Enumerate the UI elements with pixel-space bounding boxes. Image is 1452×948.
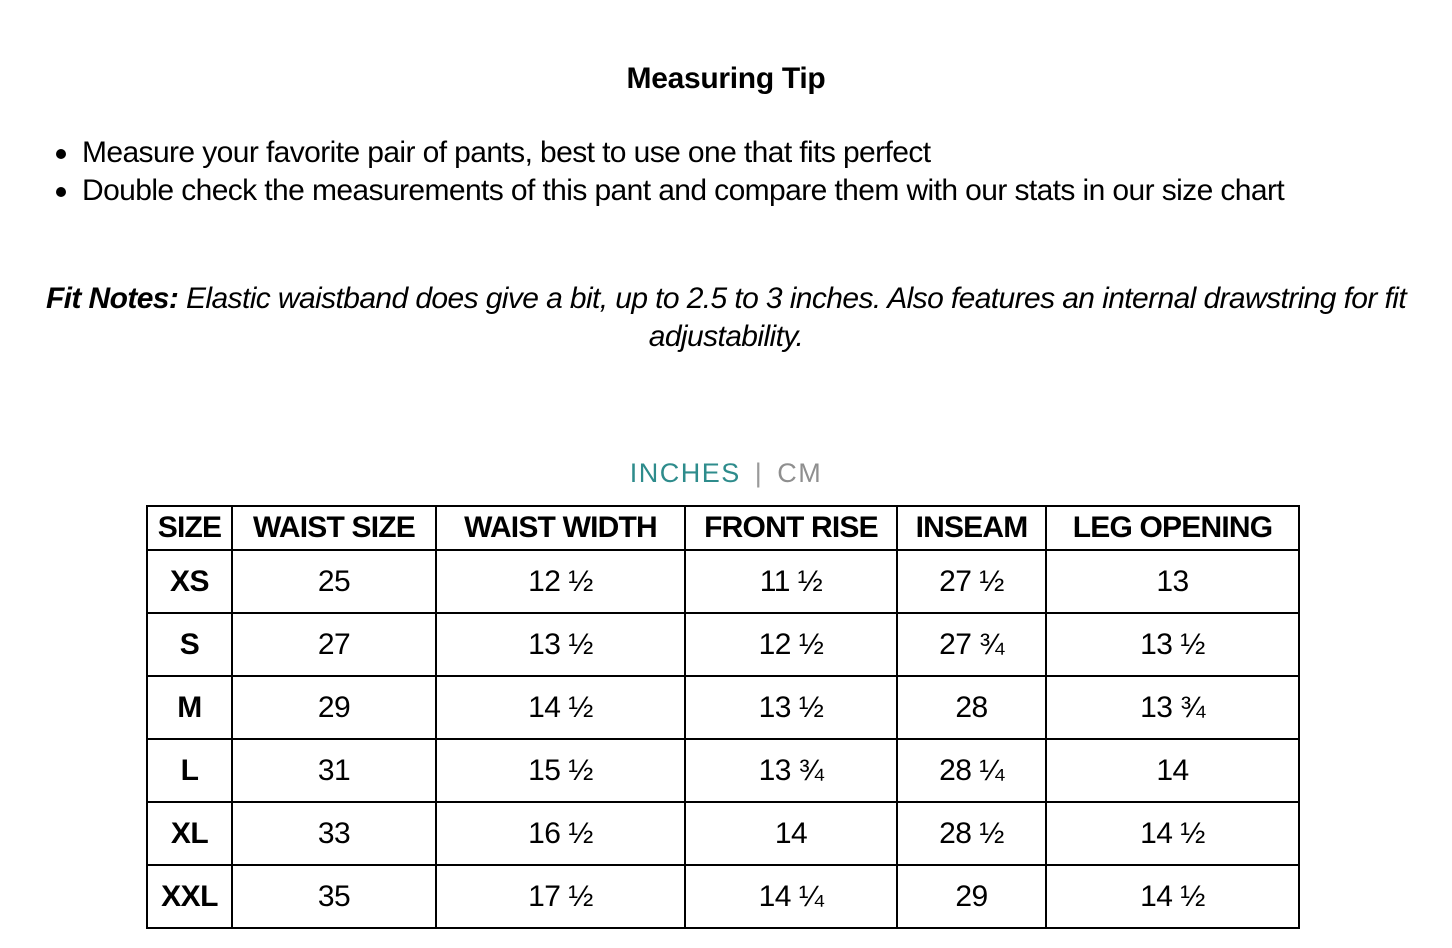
unit-separator: | — [754, 458, 764, 488]
table-header-row — [147, 506, 1299, 550]
size-cell: XXL — [147, 865, 232, 928]
unit-cm-tab[interactable]: CM — [777, 458, 823, 488]
table-row — [147, 802, 1299, 865]
waist-width-cell: 15 ½ — [436, 739, 685, 802]
column-header-front-rise: FRONT RISE — [685, 506, 897, 550]
column-header-leg-opening: LEG OPENING — [1046, 506, 1299, 550]
list-item — [82, 134, 1284, 172]
fit-notes — [14, 280, 1438, 356]
fit-notes-text: Elastic waistband does give a bit, up to 2.5 to 3 inches. Also features an internal drawstring for fit adjustability. — [178, 282, 1407, 353]
size-chart-table — [146, 505, 1300, 929]
waist-width-cell: 12 ½ — [436, 550, 685, 613]
column-header-waist-width: WAIST WIDTH — [436, 506, 685, 550]
waist-size-cell: 35 — [232, 865, 436, 928]
table-row — [147, 676, 1299, 739]
tip-text: Double check the measurements of this pant and compare them with our stats in our size chart — [82, 174, 1285, 207]
waist-size-cell: 33 — [232, 802, 436, 865]
inseam-cell: 28 — [897, 676, 1046, 739]
front-rise-cell: 14 — [685, 802, 897, 865]
waist-size-cell: 25 — [232, 550, 436, 613]
waist-width-cell: 13 ½ — [436, 613, 685, 676]
front-rise-cell: 12 ½ — [685, 613, 897, 676]
inseam-cell: 27 ¾ — [897, 613, 1046, 676]
leg-opening-cell: 14 — [1046, 739, 1299, 802]
waist-width-cell: 14 ½ — [436, 676, 685, 739]
inseam-cell: 27 ½ — [897, 550, 1046, 613]
tip-text: Measure your favorite pair of pants, best to use one that fits perfect — [82, 136, 931, 169]
waist-width-cell: 17 ½ — [436, 865, 685, 928]
unit-toggle — [0, 458, 1452, 489]
waist-size-cell: 27 — [232, 613, 436, 676]
inseam-cell: 29 — [897, 865, 1046, 928]
leg-opening-cell: 13 — [1046, 550, 1299, 613]
front-rise-cell: 11 ½ — [685, 550, 897, 613]
size-cell: L — [147, 739, 232, 802]
waist-width-cell: 16 ½ — [436, 802, 685, 865]
front-rise-cell: 14 ¼ — [685, 865, 897, 928]
inseam-cell: 28 ¼ — [897, 739, 1046, 802]
leg-opening-cell: 14 ½ — [1046, 865, 1299, 928]
column-header-size: SIZE — [147, 506, 232, 550]
bullet-icon — [56, 187, 66, 197]
waist-size-cell: 29 — [232, 676, 436, 739]
front-rise-cell: 13 ½ — [685, 676, 897, 739]
waist-size-cell: 31 — [232, 739, 436, 802]
inseam-cell: 28 ½ — [897, 802, 1046, 865]
measuring-tip-title: Measuring Tip — [626, 62, 826, 95]
measuring-tip-list — [0, 134, 1284, 210]
size-cell: S — [147, 613, 232, 676]
fit-notes-label: Fit Notes: — [45, 282, 179, 315]
table-row — [147, 739, 1299, 802]
front-rise-cell: 13 ¾ — [685, 739, 897, 802]
size-cell: XS — [147, 550, 232, 613]
leg-opening-cell: 14 ½ — [1046, 802, 1299, 865]
table-row — [147, 613, 1299, 676]
bullet-icon — [56, 149, 66, 159]
table-row — [147, 865, 1299, 928]
size-cell: M — [147, 676, 232, 739]
leg-opening-cell: 13 ½ — [1046, 613, 1299, 676]
column-header-inseam: INSEAM — [897, 506, 1046, 550]
size-cell: XL — [147, 802, 232, 865]
column-header-waist-size: WAIST SIZE — [232, 506, 436, 550]
list-item — [82, 172, 1284, 210]
table-row — [147, 550, 1299, 613]
unit-inches-tab[interactable]: INCHES — [629, 458, 741, 488]
leg-opening-cell: 13 ¾ — [1046, 676, 1299, 739]
